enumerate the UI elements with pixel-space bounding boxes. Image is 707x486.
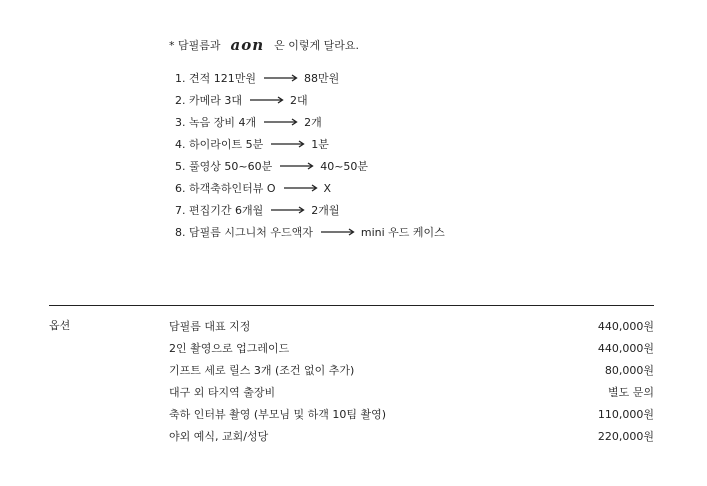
brand-logo: aon bbox=[230, 36, 265, 54]
arrow-right-icon bbox=[271, 206, 305, 214]
option-name: 2인 촬영으로 업그레이드 bbox=[169, 342, 290, 355]
option-price: 110,000원 bbox=[597, 408, 654, 421]
change-from: 5. 풀영상 50~60분 bbox=[175, 160, 273, 173]
option-price: 440,000원 bbox=[597, 342, 654, 355]
change-item bbox=[175, 133, 445, 155]
intro-prefix: * 담필름과 bbox=[169, 39, 221, 52]
option-price: 80,000원 bbox=[604, 364, 654, 377]
option-price: 별도 문의 bbox=[607, 386, 654, 399]
option-name: 축하 인터뷰 촬영 (부모님 및 하객 10팀 촬영) bbox=[169, 408, 387, 421]
arrow-right-icon bbox=[280, 162, 314, 170]
intro-line bbox=[169, 36, 359, 54]
option-name: 야외 예식, 교회/성당 bbox=[169, 430, 269, 443]
option-row bbox=[169, 381, 654, 403]
change-from: 8. 담필름 시그니처 우드액자 bbox=[175, 226, 313, 239]
change-item bbox=[175, 221, 445, 243]
options-list bbox=[169, 315, 654, 447]
options-label: 옵션 bbox=[49, 319, 71, 332]
intro-suffix: 은 이렇게 달라요. bbox=[274, 39, 360, 52]
change-to: mini 우드 케이스 bbox=[360, 226, 445, 239]
option-row bbox=[169, 359, 654, 381]
option-row bbox=[169, 403, 654, 425]
arrow-right-icon bbox=[264, 118, 298, 126]
change-item bbox=[175, 199, 445, 221]
arrow-right-icon bbox=[271, 140, 305, 148]
option-price: 220,000원 bbox=[597, 430, 654, 443]
change-item bbox=[175, 89, 445, 111]
arrow-right-icon bbox=[250, 96, 284, 104]
change-from: 6. 하객축하인터뷰 O bbox=[175, 182, 276, 195]
change-from: 3. 녹음 장비 4개 bbox=[175, 116, 257, 129]
option-row bbox=[169, 315, 654, 337]
option-name: 대구 외 타지역 출장비 bbox=[169, 386, 276, 399]
change-to: 2개 bbox=[304, 116, 322, 129]
change-item bbox=[175, 67, 445, 89]
change-to: X bbox=[323, 181, 332, 195]
change-to: 1분 bbox=[311, 138, 329, 151]
change-from: 7. 편집기간 6개월 bbox=[175, 204, 264, 217]
changes-list bbox=[175, 67, 445, 243]
arrow-right-icon bbox=[284, 184, 318, 192]
change-to: 88만원 bbox=[304, 72, 340, 85]
change-item bbox=[175, 155, 445, 177]
option-row bbox=[169, 337, 654, 359]
change-item bbox=[175, 111, 445, 133]
change-to: 2대 bbox=[290, 94, 308, 107]
option-price: 440,000원 bbox=[597, 320, 654, 333]
change-to: 2개월 bbox=[311, 204, 340, 217]
arrow-right-icon bbox=[264, 74, 298, 82]
change-from: 2. 카메라 3대 bbox=[175, 94, 242, 107]
change-from: 1. 견적 121만원 bbox=[175, 72, 256, 85]
arrow-right-icon bbox=[321, 228, 355, 236]
change-to: 40~50분 bbox=[320, 160, 369, 173]
change-from: 4. 하이라이트 5분 bbox=[175, 138, 264, 151]
option-name: 담필름 대표 지정 bbox=[169, 320, 251, 333]
change-item bbox=[175, 177, 445, 199]
option-row bbox=[169, 425, 654, 447]
option-name: 기프트 세로 릴스 3개 (조건 없이 추가) bbox=[169, 364, 355, 377]
section-divider bbox=[49, 305, 654, 306]
